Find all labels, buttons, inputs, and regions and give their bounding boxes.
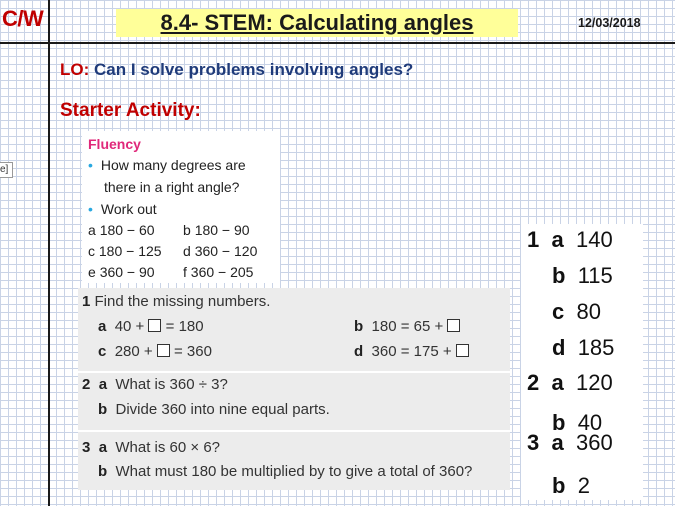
fluency-bullet: • How many degrees are — [88, 157, 246, 173]
answer-3b: b 2 — [552, 473, 590, 498]
question-divider — [78, 430, 510, 432]
date: 12/03/2018 — [578, 16, 641, 30]
objective-text: Can I solve problems involving angles? — [89, 60, 414, 79]
side-stub: e] — [0, 162, 13, 178]
answer-1b: b 115 — [552, 263, 613, 288]
fluency-exercise: d 360 − 120 — [183, 243, 258, 259]
class-work-label: C/W — [2, 6, 44, 31]
question-1c: c 280 + = 360 — [98, 343, 212, 360]
bullet-icon: • — [88, 157, 93, 173]
starter-heading: Starter Activity: — [60, 100, 201, 121]
margin-line — [48, 0, 50, 506]
header-line — [0, 42, 675, 44]
answer-2b: b 40 — [552, 410, 603, 435]
fluency-bullet: • Work out — [88, 201, 157, 217]
answer-1d: d 185 — [552, 335, 615, 360]
answer-2a: 2 a 120 — [527, 370, 613, 395]
question-1-prompt: 1 Find the missing numbers. — [82, 293, 271, 310]
page-title: 8.4- STEM: Calculating angles — [160, 10, 474, 35]
fluency-exercise: c 180 − 125 — [88, 243, 162, 259]
answer-box-icon — [148, 319, 161, 332]
fluency-exercise: b 180 − 90 — [183, 222, 250, 238]
question-2a: 2 a What is 360 ÷ 3? — [82, 376, 228, 393]
answer-1c: c 80 — [552, 299, 601, 324]
answer-box-icon — [456, 344, 469, 357]
question-3a: 3 a What is 60 × 6? — [82, 439, 221, 456]
answer-box-icon — [157, 344, 170, 357]
answer-box-icon — [447, 319, 460, 332]
question-1b: b 180 = 65 + — [354, 318, 460, 335]
answer-3a: 3 a 360 — [527, 430, 613, 455]
objective-label: LO: — [60, 60, 90, 79]
fluency-bullet-continued: there in a right angle? — [104, 179, 240, 195]
bullet-icon: • — [88, 201, 93, 217]
question-3b: b What must 180 be multiplied by to give a total of 360? — [98, 463, 473, 480]
answer-1a: 1 a 140 — [527, 227, 613, 252]
learning-objective — [60, 60, 413, 80]
fluency-exercise: e 360 − 90 — [88, 264, 155, 280]
question-1a: a 40 + = 180 — [98, 318, 204, 335]
fluency-title: Fluency — [88, 136, 141, 152]
fluency-exercise: a 180 − 60 — [88, 222, 155, 238]
question-2b: b Divide 360 into nine equal parts. — [98, 401, 330, 418]
question-divider — [78, 371, 510, 373]
question-1d: d 360 = 175 + — [354, 343, 469, 360]
fluency-exercise: f 360 − 205 — [183, 264, 254, 280]
